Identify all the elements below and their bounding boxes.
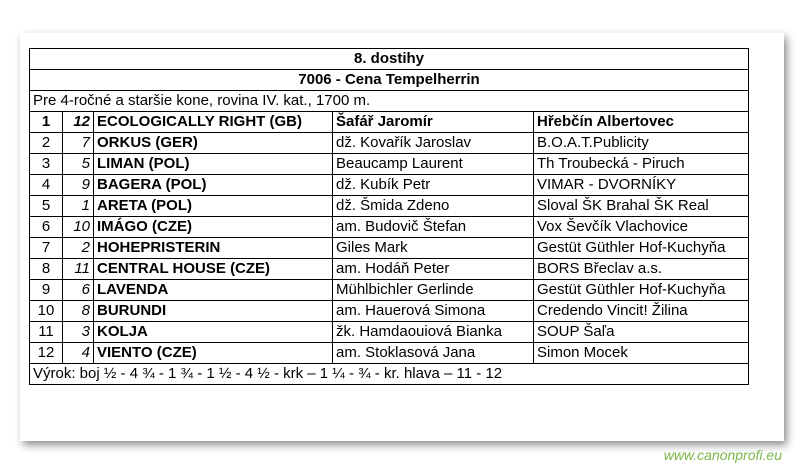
finish-position: 9	[30, 280, 63, 301]
stable-name: Gestüt Güthler Hof-Kuchyňa	[534, 238, 749, 259]
jockey-name: Giles Mark	[333, 238, 534, 259]
race-title: 8. dostihy	[30, 49, 749, 70]
stable-name: Sloval ŠK Brahal ŠK Real	[534, 196, 749, 217]
stable-name: Vox Ševčík Vlachovice	[534, 217, 749, 238]
start-number: 8	[63, 301, 94, 322]
verdict-row	[30, 364, 749, 385]
result-row	[30, 175, 749, 196]
start-number: 10	[63, 217, 94, 238]
result-row	[30, 112, 749, 133]
jockey-name: dž. Kubík Petr	[333, 175, 534, 196]
finish-position: 3	[30, 154, 63, 175]
finish-position: 12	[30, 343, 63, 364]
race-conditions: Pre 4-ročné a staršie kone, rovina IV. kat., 1700 m.	[30, 91, 749, 112]
horse-name: HOHEPRISTERIN	[94, 238, 333, 259]
result-row	[30, 238, 749, 259]
horse-name: VIENTO (CZE)	[94, 343, 333, 364]
finish-position: 4	[30, 175, 63, 196]
stable-name: VIMAR - DVORNÍKY	[534, 175, 749, 196]
results-sheet	[20, 33, 784, 441]
race-subtitle: 7006 - Cena Tempelherrin	[30, 70, 749, 91]
subtitle-row	[30, 70, 749, 91]
jockey-name: dž. Šmida Zdeno	[333, 196, 534, 217]
horse-name: CENTRAL HOUSE (CZE)	[94, 259, 333, 280]
jockey-name: žk. Hamdaouiová Bianka	[333, 322, 534, 343]
stable-name: Th Troubecká - Piruch	[534, 154, 749, 175]
result-row	[30, 154, 749, 175]
horse-name: ORKUS (GER)	[94, 133, 333, 154]
finish-position: 11	[30, 322, 63, 343]
horse-name: IMÁGO (CZE)	[94, 217, 333, 238]
finish-position: 1	[30, 112, 63, 133]
start-number: 3	[63, 322, 94, 343]
finish-position: 6	[30, 217, 63, 238]
result-row	[30, 217, 749, 238]
title-row	[30, 49, 749, 70]
result-row	[30, 280, 749, 301]
finish-position: 10	[30, 301, 63, 322]
stable-name: B.O.A.T.Publicity	[534, 133, 749, 154]
result-row	[30, 196, 749, 217]
stable-name: Simon Mocek	[534, 343, 749, 364]
horse-name: ECOLOGICALLY RIGHT (GB)	[94, 112, 333, 133]
jockey-name: dž. Kovařík Jaroslav	[333, 133, 534, 154]
result-row	[30, 322, 749, 343]
finish-position: 8	[30, 259, 63, 280]
start-number: 2	[63, 238, 94, 259]
stable-name: Gestüt Güthler Hof-Kuchyňa	[534, 280, 749, 301]
start-number: 7	[63, 133, 94, 154]
jockey-name: am. Budovič Štefan	[333, 217, 534, 238]
finish-position: 5	[30, 196, 63, 217]
horse-name: BURUNDI	[94, 301, 333, 322]
result-row	[30, 133, 749, 154]
jockey-name: am. Stoklasová Jana	[333, 343, 534, 364]
race-results-table	[29, 48, 749, 385]
result-row	[30, 343, 749, 364]
horse-name: BAGERA (POL)	[94, 175, 333, 196]
site-watermark: www.canonprofi.eu	[663, 447, 782, 463]
jockey-name: Beaucamp Laurent	[333, 154, 534, 175]
start-number: 1	[63, 196, 94, 217]
jockey-name: Šafář Jaromír	[333, 112, 534, 133]
result-row	[30, 301, 749, 322]
result-row	[30, 259, 749, 280]
start-number: 5	[63, 154, 94, 175]
stable-name: Hřebčín Albertovec	[534, 112, 749, 133]
jockey-name: Mühlbichler Gerlinde	[333, 280, 534, 301]
horse-name: LIMAN (POL)	[94, 154, 333, 175]
start-number: 11	[63, 259, 94, 280]
stable-name: SOUP Šaľa	[534, 322, 749, 343]
horse-name: KOLJA	[94, 322, 333, 343]
horse-name: LAVENDA	[94, 280, 333, 301]
stable-name: Credendo Vincit! Žilina	[534, 301, 749, 322]
finish-position: 2	[30, 133, 63, 154]
start-number: 9	[63, 175, 94, 196]
jockey-name: am. Hauerová Simona	[333, 301, 534, 322]
start-number: 6	[63, 280, 94, 301]
finish-position: 7	[30, 238, 63, 259]
start-number: 12	[63, 112, 94, 133]
race-verdict: Výrok: boj ½ - 4 ¾ - 1 ¾ - 1 ½ - 4 ½ - krk – 1 ¼ - ¾ - kr. hlava – 11 - 12	[30, 364, 749, 385]
jockey-name: am. Hodáň Peter	[333, 259, 534, 280]
start-number: 4	[63, 343, 94, 364]
conditions-row	[30, 91, 749, 112]
stable-name: BORS Břeclav a.s.	[534, 259, 749, 280]
horse-name: ARETA (POL)	[94, 196, 333, 217]
